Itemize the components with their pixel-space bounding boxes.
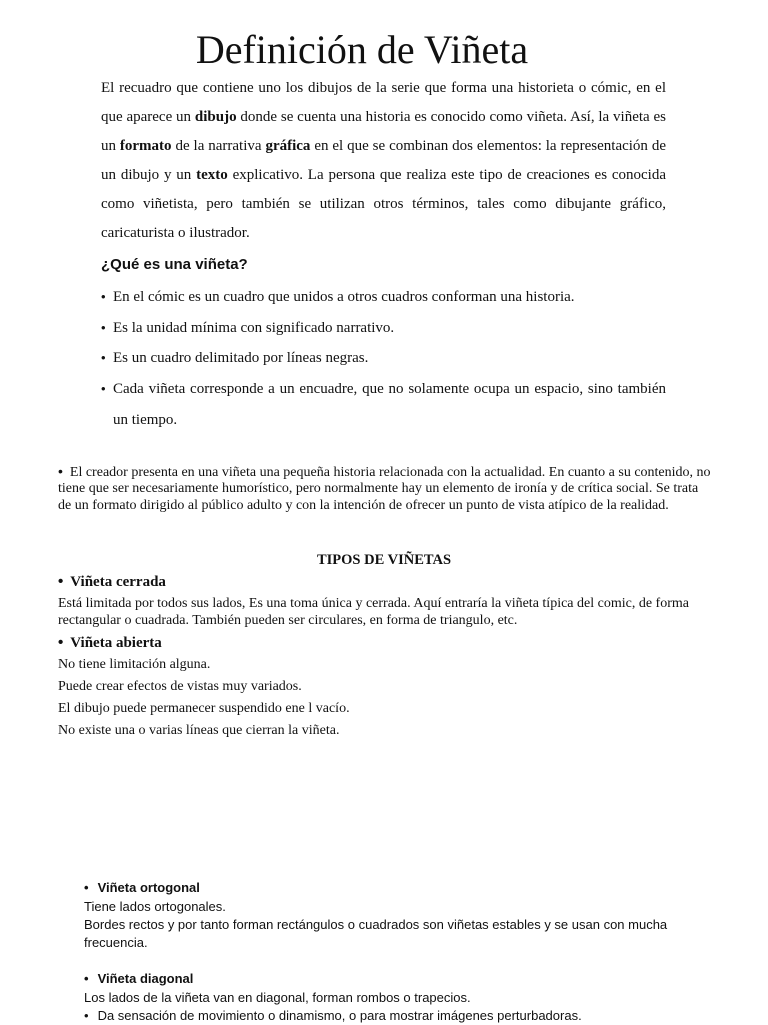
intro-bold-grafica: gráfica xyxy=(265,138,311,155)
intro-text-2: donde se cuenta una historia es conocido como viñeta. Así, la viñeta es un xyxy=(101,109,666,155)
abierta-heading xyxy=(58,634,162,652)
bullet-icon: • xyxy=(84,971,89,986)
cerrada-heading xyxy=(58,573,166,591)
intro-text-1: El recuadro que contiene uno los dibujos de la serie que forma una historieta o cómic, en el que aparece un xyxy=(101,80,666,126)
intro-text-4: en el que se combinan dos elementos: la representación de un dibujo y un xyxy=(101,138,666,184)
que-es-item-text: Cada viñeta corresponde a un encuadre, que no solamente ocupa un espacio, sino también un tiempo. xyxy=(113,381,666,428)
diagonal-line: Los lados de la viñeta van en diagonal, forman rombos o trapecios. xyxy=(84,990,471,1005)
ortogonal-line: Tiene lados ortogonales. xyxy=(84,899,226,914)
intro-text-3: de la narrativa xyxy=(171,138,266,155)
que-es-heading: ¿Qué es una viñeta? xyxy=(101,256,248,273)
bullet-icon: • xyxy=(101,289,106,304)
que-es-item xyxy=(101,282,666,313)
que-es-item-text: Es un cuadro delimitado por líneas negras. xyxy=(113,350,369,366)
bullet-icon: • xyxy=(58,463,63,479)
intro-paragraph xyxy=(101,74,666,249)
bullet-icon: • xyxy=(58,634,64,651)
tipos-heading: TIPOS DE VIÑETAS xyxy=(316,552,452,568)
creador-paragraph xyxy=(58,463,713,514)
abierta-line: Puede crear efectos de vistas muy variados. xyxy=(58,679,302,694)
bullet-icon: • xyxy=(101,381,106,396)
que-es-item-text: En el cómic es un cuadro que unidos a otros cuadros conforman una historia. xyxy=(113,289,575,305)
bullet-icon: • xyxy=(58,573,64,590)
abierta-line: No existe una o varias líneas que cierran la viñeta. xyxy=(58,723,340,738)
que-es-item xyxy=(101,374,666,435)
ortogonal-line: Bordes rectos y por tanto forman rectángulos o cuadrados son viñetas estables y se usan con mucha frecuencia. xyxy=(84,917,668,950)
diagonal-bullet-text: Da sensación de movimiento o dinamismo, o para mostrar imágenes perturbadoras. xyxy=(97,1008,582,1023)
ortogonal-heading xyxy=(84,879,200,897)
cerrada-title: Viñeta cerrada xyxy=(70,574,166,590)
abierta-line: El dibujo puede permanecer suspendido ene l vacío. xyxy=(58,701,350,716)
abierta-title: Viñeta abierta xyxy=(70,635,162,651)
bullet-icon: • xyxy=(101,350,106,365)
intro-bold-dibujo: dibujo xyxy=(194,109,237,126)
intro-bold-formato: formato xyxy=(119,138,172,155)
que-es-item-text: Es la unidad mínima con significado narrativo. xyxy=(113,320,395,336)
diagonal-bullet-item xyxy=(84,1007,684,1025)
intro-text-5: explicativo. La persona que realiza este tipo de creaciones es conocida como viñetista, pero también se utilizan otros términos, tales como dibujante gráfico, caricaturista o ilustrador. xyxy=(101,167,667,242)
que-es-item xyxy=(101,313,666,344)
diagonal-heading xyxy=(84,970,193,988)
cerrada-text: Está limitada por todos sus lados, Es una toma única y cerrada. Aquí entraría la viñeta típica del comic, de forma rectangular o cuadrada. También pueden ser circulares, en forma de triangulo, etc. xyxy=(58,596,689,628)
intro-bold-texto: texto xyxy=(196,167,228,184)
bullet-icon: • xyxy=(84,1008,89,1023)
bullet-icon: • xyxy=(101,320,106,335)
abierta-line: No tiene limitación alguna. xyxy=(58,657,211,672)
que-es-item xyxy=(101,343,666,374)
diagonal-title: Viñeta diagonal xyxy=(97,971,194,986)
creador-text: El creador presenta en una viñeta una pequeña historia relacionada con la actualidad. En cuanto a su contenido, no tiene que ser necesariamente humorístico, pero normalmente hay un elemento de ironía y de crítica social. Se trata de un formato dirigido al público adulto y con la intención de ofrecer un punto de vista atípico de la realidad. xyxy=(58,465,711,513)
page-title: Definición de Viñeta xyxy=(195,27,529,72)
ortogonal-title: Viñeta ortogonal xyxy=(97,880,200,895)
bullet-icon: • xyxy=(84,880,89,895)
